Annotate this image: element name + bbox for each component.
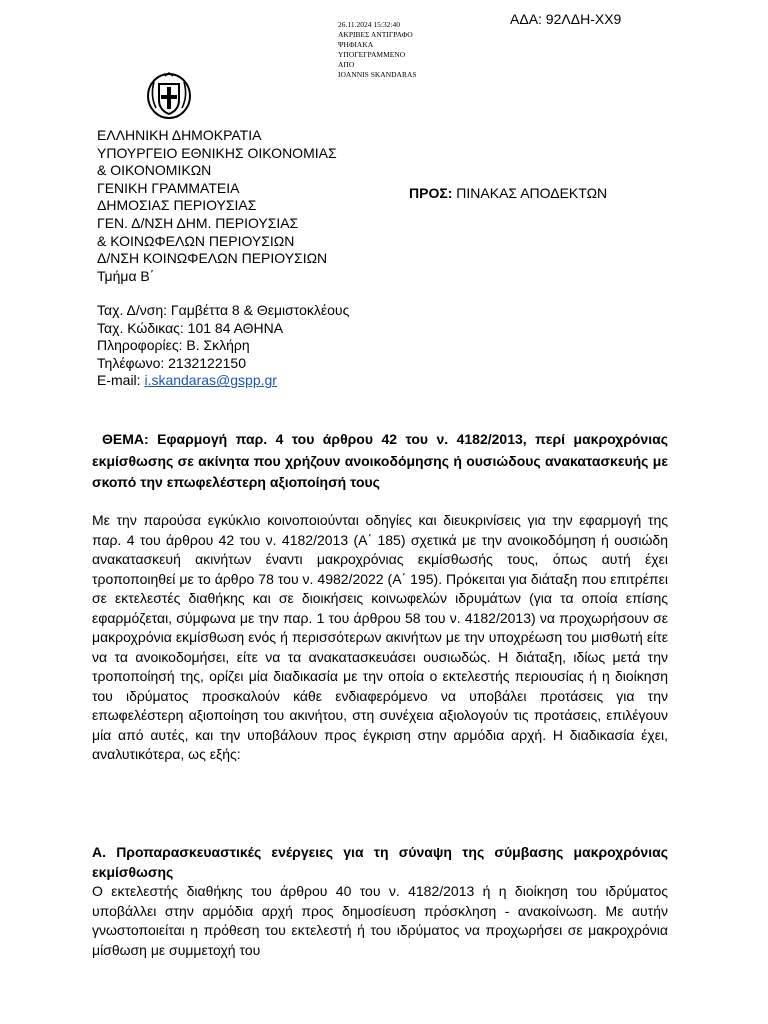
signature-signer: IOANNIS SKANDARAS	[338, 70, 417, 79]
signature-line: ΑΚΡΙΒΕΣ ΑΝΤΙΓΡΑΦΟ	[338, 30, 413, 39]
section-a-heading: Α. Προπαρασκευαστικές ενέργειες για τη σύναψη της σύμβασης μακροχρόνιας εκμίσθωσης	[92, 844, 668, 880]
email-link[interactable]: i.skandaras@gspp.gr	[144, 372, 277, 389]
email-label: E-mail:	[97, 372, 145, 389]
section-a	[92, 843, 668, 960]
sender-line: ΓΕΝ. Δ/ΝΣΗ ΔΗΜ. ΠΕΡΙΟΥΣΙΑΣ	[97, 214, 299, 231]
hellenic-republic-emblem-icon	[146, 70, 192, 120]
sender-line: ΥΠΟΥΡΓΕΙΟ ΕΘΝΙΚΗΣ ΟΙΚΟΝΟΜΙΑΣ	[97, 144, 337, 161]
digital-signature-stamp	[338, 20, 417, 80]
sender-line: & ΚΟΙΝΩΦΕΛΩΝ ΠΕΡΙΟΥΣΙΩΝ	[97, 232, 295, 249]
contact-info: Πληροφορίες: Β. Σκλήρη	[97, 337, 250, 354]
sender-block	[97, 127, 337, 285]
signature-line: ΨΗΦΙΑΚΑ	[338, 40, 374, 49]
signature-line: ΑΠΟ	[338, 60, 355, 69]
sender-line: Τμήμα Β΄	[97, 267, 155, 284]
body-paragraph: Με την παρούσα εγκύκλιο κοινοποιούνται οδηγίες και διευκρινίσεις για την εφαρμογή της παρ. 4 του άρθρου 42 του ν. 4182/2013 (Α΄ 185) σχετικά με την ανοικοδόμηση ή ουσιώδη ανακατασκευή ακινήτων έναντι μακροχρόνιας εκμίσθωσής τους, όπως αυτή έχει τροποποιηθεί με το άρθρο 78 του ν. 4982/2022 (Α΄ 195). Πρόκειται για διάταξη που επιτρέπει σε εκτελεστές διαθήκης και σε διοικήσεις κοινωφελών ιδρυμάτων (για τα οποία επίσης εφαρμόζεται, σύμφωνα με την παρ. 1 του άρθρου 58 του ν. 4182/2013) να προχωρήσουν σε μακροχρόνια εκμίσθωση ενός ή περισσότερων ακινήτων με την υποχρέωση του μισθωτή είτε να τα ανοικοδομήσει, είτε να τα ανακατασκευάσει ουσιωδώς. Η διάταξη, ιδίως μετά την τροποποίησή της, ορίζει μία διαδικασία με την οποία ο εκτελεστής περιουσίας ή η διοίκηση του ιδρύματος προσκαλούν κάθε ενδιαφερόμενο να υποβάλει προτάσεις για την επωφελέστερη αξιοποίηση του ακινήτου, στη συνέχεια αξιολογούν τις προτάσεις, επιλέγουν μία από αυτές, και την υποβάλουν προς έγκριση στην αρμόδια αρχή. Η διαδικασία έχει, αναλυτικότερα, ως εξής:	[92, 512, 668, 762]
subject-heading: ΘΕΜΑ: Εφαρμογή παρ. 4 του άρθρου 42 του ν. 4182/2013, περί μακροχρόνιας εκμίσθωσης σε ακίνητα που χρήζουν ανοικοδόμησης ή ουσιώδους ανακατασκευής με σκοπό την επωφελέστερη αξιοποίησή τους	[92, 431, 668, 490]
contact-email-row	[97, 372, 349, 390]
signature-line: ΥΠΟΓΕΓΡΑΜΜΕΝΟ	[338, 50, 406, 59]
ada-code: ΑΔΑ: 92ΛΔΗ-ΧΧ9	[510, 11, 622, 27]
contact-postal-code: Ταχ. Κώδικας: 101 84 ΑΘΗΝΑ	[97, 319, 284, 336]
sender-line: ΓΕΝΙΚΗ ΓΡΑΜΜΑΤΕΙΑ	[97, 179, 240, 196]
sender-line: ΔΗΜΟΣΙΑΣ ΠΕΡΙΟΥΣΙΑΣ	[97, 197, 257, 214]
signature-timestamp: 26.11.2024 15:32:40	[338, 20, 401, 29]
sender-line: Δ/ΝΣΗ ΚΟΙΝΩΦΕΛΩΝ ΠΕΡΙΟΥΣΙΩΝ	[97, 250, 328, 267]
contact-address: Ταχ. Δ/νση: Γαμβέττα 8 & Θεμιστοκλέους	[97, 302, 350, 318]
contact-phone: Τηλέφωνο: 2132122150	[97, 354, 246, 371]
sender-line: ΕΛΛΗΝΙΚΗ ΔΗΜΟΚΡΑΤΙΑ	[97, 127, 262, 143]
recipient	[409, 185, 607, 201]
section-a-text: Ο εκτελεστής διαθήκης του άρθρου 40 του ν. 4182/2013 ή η διοίκηση του ιδρύματος υποβάλλει στην αρμόδια αρχή προς δημοσίευση πρόσκληση - ανακοίνωση. Με αυτήν γνωστοποιείται η πρόθεση του εκτελεστή ή του ιδρύματος να προχωρήσει σε μακροχρόνια μίσθωση με συμμετοχή του	[92, 883, 668, 958]
recipient-value: ΠΙΝΑΚΑΣ ΑΠΟΔΕΚΤΩΝ	[456, 185, 608, 201]
contact-details	[97, 302, 349, 390]
recipient-label: ΠΡΟΣ:	[409, 185, 453, 201]
sender-line: & ΟΙΚΟΝΟΜΙΚΩΝ	[97, 162, 212, 179]
